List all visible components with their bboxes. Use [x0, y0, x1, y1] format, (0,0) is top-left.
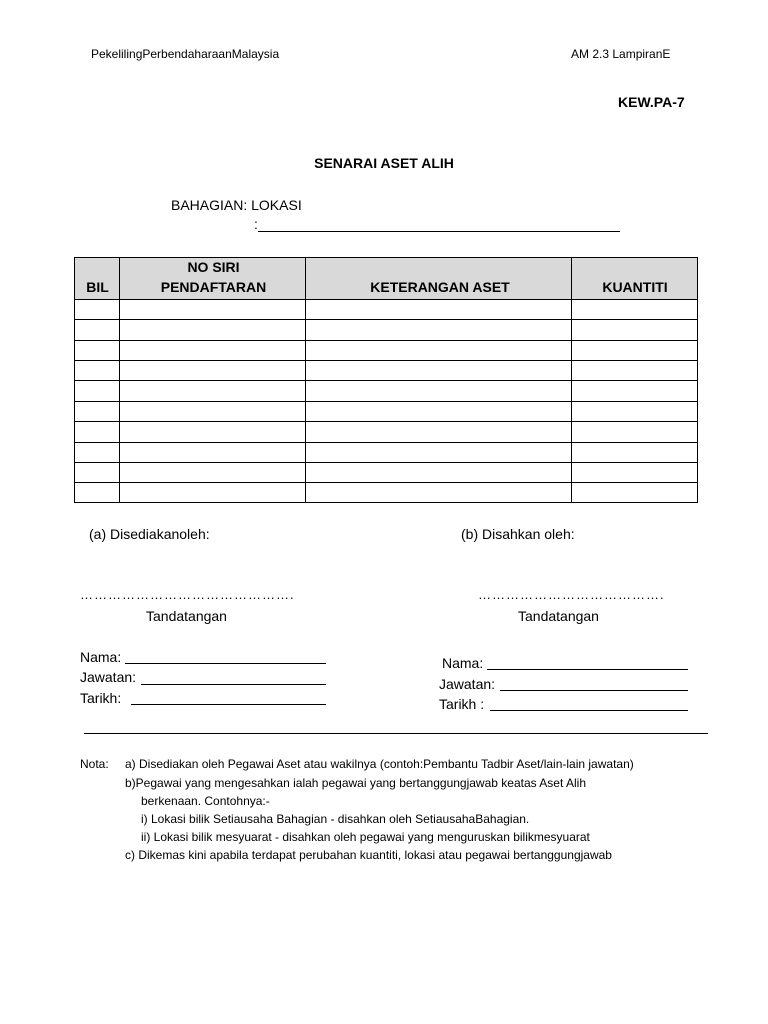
nota-c: c) Dikemas kini apabila terdapat perubahan kuantiti, lokasi atau pegawai bertanggungjawab	[125, 848, 612, 862]
tandatangan-label-a: Tandatangan	[146, 608, 227, 624]
jawatan-label-b: Jawatan:	[439, 676, 496, 692]
asset-table	[74, 257, 698, 503]
prepared-by-label: (a) Disediakanoleh:	[89, 526, 210, 542]
nota-b-line1: b)Pegawai yang mengesahkan ialah pegawai yang bertanggungjawab keatas Aset Alih	[125, 776, 586, 790]
document-title: SENARAI ASET ALIH	[314, 155, 454, 171]
row-divider	[75, 401, 697, 402]
nota-label: Nota:	[80, 757, 109, 771]
lokasi-colon: :	[254, 216, 258, 232]
section-separator	[84, 733, 708, 734]
nama-label-a: Nama:	[80, 649, 122, 665]
approved-by-label: (b) Disahkan oleh:	[461, 526, 575, 542]
tarikh-field-b[interactable]	[490, 710, 688, 711]
tarikh-label-a: Tarikh:	[80, 690, 122, 706]
nota-b-i: i) Lokasi bilik Setiausaha Bahagian - disahkan oleh SetiausahaBahagian.	[141, 812, 530, 826]
signature-line-b[interactable]: ………………………………….	[478, 587, 665, 602]
header-circular-ref: PekelilingPerbendaharaanMalaysia	[91, 47, 280, 61]
tarikh-label-b: Tarikh :	[439, 696, 485, 712]
header-annex-ref: AM 2.3 LampiranE	[571, 47, 671, 61]
row-divider	[75, 421, 697, 422]
row-divider	[75, 340, 697, 341]
nama-label-b: Nama:	[442, 655, 484, 671]
row-divider	[75, 462, 697, 463]
col-no-siri-line2: PENDAFTARAN	[160, 279, 267, 295]
tarikh-field-a[interactable]	[131, 704, 326, 705]
bahagian-label: BAHAGIAN: LOKASI	[171, 197, 302, 213]
jawatan-label-a: Jawatan:	[80, 669, 137, 685]
form-code: KEW.PA-7	[618, 94, 685, 110]
tandatangan-label-b: Tandatangan	[518, 608, 599, 624]
jawatan-field-a[interactable]	[141, 684, 326, 685]
nota-a: a) Disediakan oleh Pegawai Aset atau wakilnya (contoh:Pembantu Tadbir Aset/lain-lain jawatan)	[125, 757, 634, 771]
nota-b-ii: ii) Lokasi bilik mesyuarat - disahkan oleh pegawai yang menguruskan bilikmesyuarat	[141, 830, 590, 844]
nama-field-b[interactable]	[487, 669, 688, 670]
lokasi-field[interactable]	[258, 231, 620, 232]
row-divider	[75, 360, 697, 361]
signature-line-a[interactable]: ……………………………………….	[80, 587, 295, 602]
row-divider	[75, 380, 697, 381]
row-divider	[75, 482, 697, 483]
nama-field-a[interactable]	[125, 663, 326, 664]
row-divider	[75, 442, 697, 443]
col-bil: BIL	[86, 279, 109, 295]
col-keterangan-aset: KETERANGAN ASET	[370, 279, 510, 295]
jawatan-field-b[interactable]	[500, 690, 688, 691]
col-kuantiti: KUANTITI	[602, 279, 668, 295]
col-no-siri-line1: NO SIRI	[187, 259, 240, 275]
row-divider	[75, 319, 697, 320]
nota-b-line2: berkenaan. Contohnya:-	[141, 794, 270, 808]
